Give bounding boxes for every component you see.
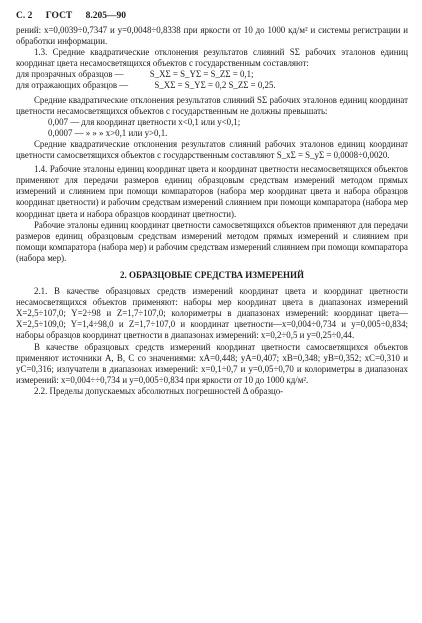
paragraph-1-3-chromaticity: Средние квадратические отклонения результатов слияний SΣ рабочих эталонов единиц координат цветности несамосветящихся объектов с государственным не должны превышать: bbox=[16, 94, 408, 116]
paragraph-1-3-self-luminous: Средние квадратические отклонения результатов слияний рабочих эталонов единиц координат цветности самосветящихся объектов с государственным составляют S_xΣ = S_yΣ = 0,0008÷0,0020. bbox=[16, 138, 408, 161]
standard-label: ГОСТ bbox=[45, 11, 73, 21]
formula-transparent-eq: S_XΣ = S_YΣ = S_ZΣ = 0,1; bbox=[149, 69, 254, 80]
formula-transparent bbox=[16, 69, 408, 80]
page-number: С. 2 bbox=[16, 11, 33, 21]
paragraph-2-1-self-luminous: В качестве образцовых средств измерений координат цветности самосветящихся объектов применяют источники A, B, C со значениями: xA=0,448; yA=0,407; xB=0,348; yB=0,352; xC=0,310 и yC=0,316; излучатели в диапазонах измерений: x=0,1÷0,7 и y=0,05÷0,70 и колориметры в диапазонах измерений: x=0,004÷÷0,734 и y=0,005÷0,834 при яркости от 10 до 1000 кд/м². bbox=[16, 341, 408, 385]
formula-reflective bbox=[16, 80, 408, 91]
paragraph-1-4: 1.4. Рабочие эталоны единиц координат цвета и координат цветности несамосветящихся объектов применяют для передачи размеров единиц образцовым средствам измерений методом прямых измерений и слиянием при помощи компараторов (набора мер координат цвета и набора образцов координат цветности) и рабочим средствам измерений слиянием при помощи компаратора (набора мер координат цвета и набора образцов координат цветности). bbox=[16, 164, 408, 219]
continuation-text: рений: x=0,0039÷0,7347 и y=0,0048÷0,8338 при яркости от 10 до 1000 кд/м² и системы регистрации и обработки информации. bbox=[16, 25, 408, 47]
criterion-2: 0,0007 — » » » x>0,1 или y>0,1. bbox=[48, 127, 168, 138]
page-header bbox=[16, 10, 408, 22]
standard-code: 8.205—90 bbox=[85, 11, 127, 21]
paragraph-1-4-self-luminous: Рабочие эталоны единиц координат цветности самосветящихся объектов применяют для передачи размеров единиц образцовым средствам измерений методом прямых измерений и слиянием при помощи компаратора (набора мер) и рабочим средствам измерений слиянием при помощи компаратора (набора мер). bbox=[16, 219, 408, 263]
formula-reflective-label: для отражающих образцов — bbox=[16, 80, 129, 91]
formula-transparent-label: для прозрачных образцов — bbox=[16, 69, 124, 80]
formula-reflective-eq: S_XΣ = S_YΣ = 0,2 S_ZΣ = 0,25. bbox=[154, 80, 276, 91]
paragraph-1-3: 1.3. Средние квадратические отклонения результатов слияний SΣ рабочих эталонов единиц координат цвета несамосветящихся объектов с государственным составляют: bbox=[16, 47, 408, 69]
paragraph-2-1: 2.1. В качестве образцовых средств измерений координат цвета и координат цветности несамосветящихся объектов применяют: наборы мер координат цвета в диапазонах измерений X=2,5÷107,0; Y=2÷98 и Z=1,7÷107,0; колориметры в диапазонах измерений: координат цвета—X=2,5÷109,0; Y=1,4÷98,0 и Z=1,7÷107,0 и координат цветности—x=0,004÷0,734 и y=0,005÷0,834; наборы образцов координат цветности в диапазонах измерений: x=0,2÷0,5 и y=0,25÷0,44. bbox=[16, 286, 408, 341]
paragraph-2-2: 2.2. Пределы допускаемых абсолютных погрешностей Δ образцо- bbox=[34, 385, 284, 396]
section-title: 2. ОБРАЗЦОВЫЕ СРЕДСТВА ИЗМЕРЕНИЙ bbox=[120, 269, 304, 280]
criterion-1: 0,007 — для координат цветности x<0,1 или y<0,1; bbox=[48, 116, 241, 127]
